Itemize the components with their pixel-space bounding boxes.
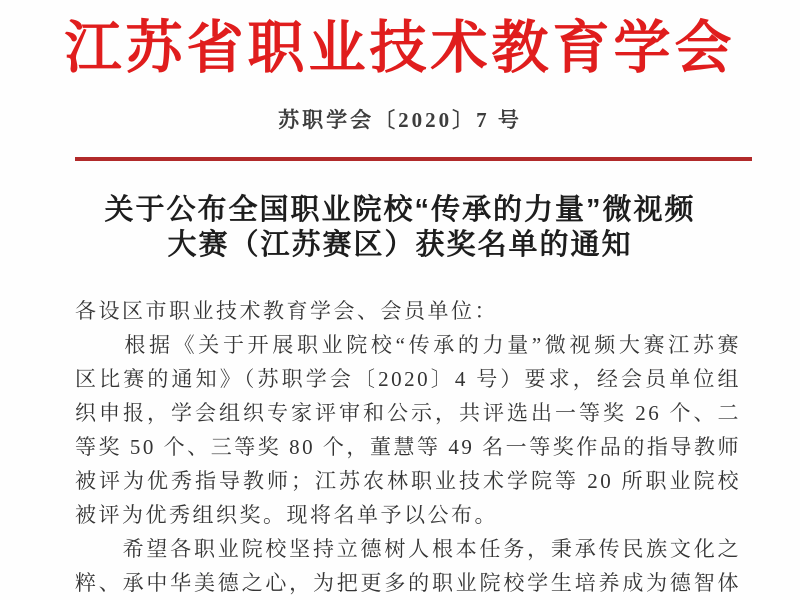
body-text-line: 被评为优秀指导教师；江苏农林职业技术学院等 20 所职业院校 [75,469,741,493]
body-text-line: 希望各职业院校坚持立德树人根本任务，秉承传民族文化之 [75,537,741,561]
body-text-line: 被评为优秀组织奖。现将名单予以公布。 [75,503,498,527]
body-text-line: 织申报，学会组织专家评审和公示，共评选出一等奖 26 个、二 [75,401,741,425]
body-text-line: 粹、承中华美德之心，为把更多的职业院校学生培养成为德智体 [75,571,741,595]
body-text-line: 根据《关于开展职业院校“传承的力量”微视频大赛江苏赛 [75,333,741,357]
body-text-line: 区比赛的通知》（苏职学会〔2020〕4 号）要求，经会员单位组 [75,367,741,391]
body-text-line: 等奖 50 个、三等奖 80 个，董慧等 49 名一等奖作品的指导教师 [75,435,741,459]
salutation-line: 各设区市职业技术教育学会、会员单位： [75,299,498,323]
notice-title-line-1: 关于公布全国职业院校“传承的力量”微视频 [104,194,696,226]
red-divider-rule [75,157,752,161]
notice-title-line-2: 大赛（江苏赛区）获奖名单的通知 [167,229,633,261]
notice-body [75,294,741,600]
document-reference-number: 苏职学会〔2020〕7 号 [278,108,522,132]
organization-masthead: 江苏省职业技术教育学会 [64,17,736,80]
notice-title [40,193,760,263]
